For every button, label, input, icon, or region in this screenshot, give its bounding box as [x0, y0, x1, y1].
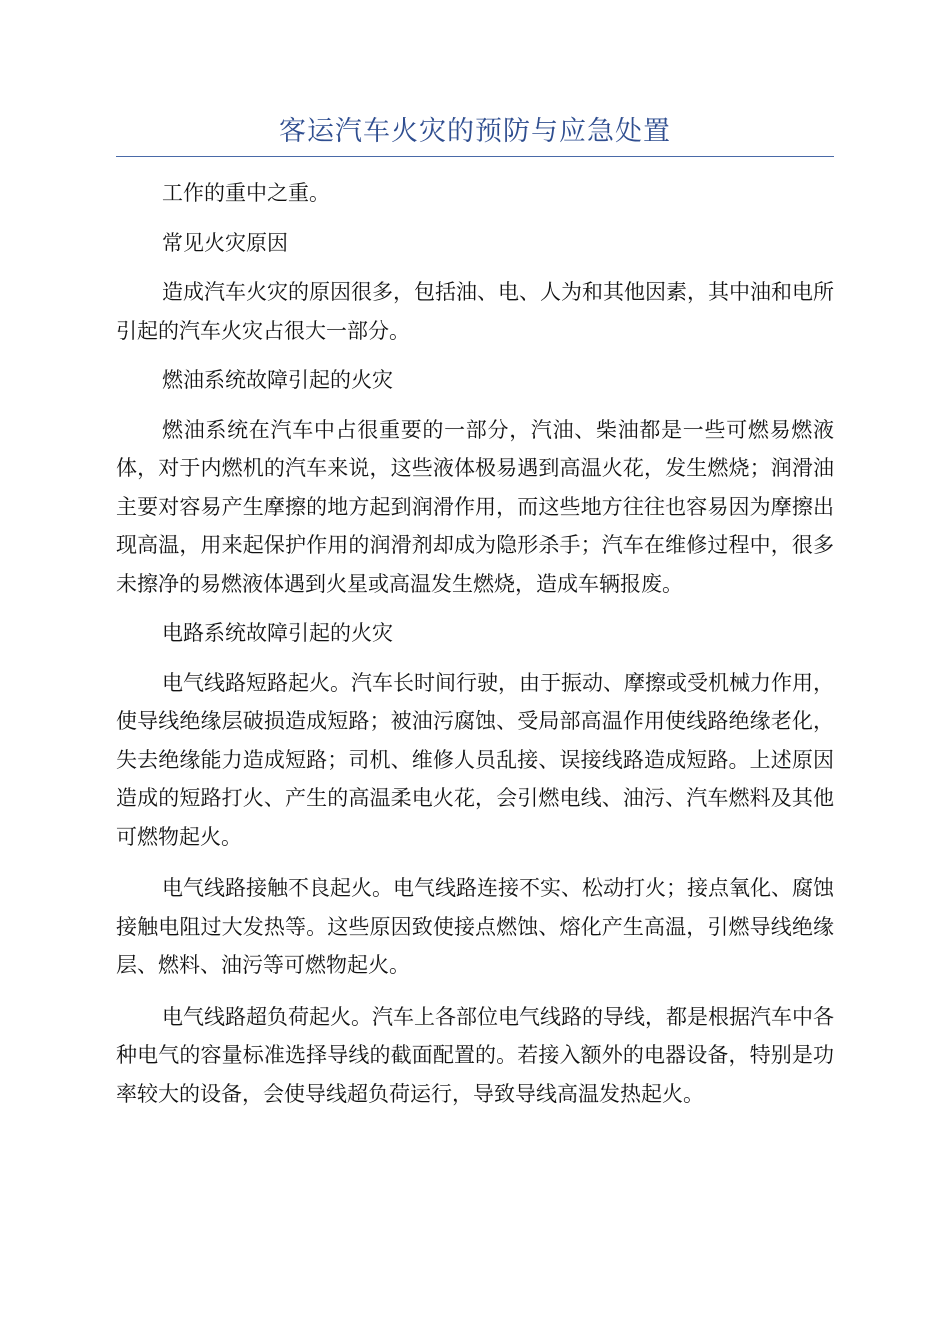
paragraph: 造成汽车火灾的原因很多，包括油、电、人为和其他因素，其中油和电所引起的汽车火灾占很大一部分。 — [116, 280, 834, 343]
paragraph: 工作的重中之重。 — [162, 181, 330, 205]
paragraph: 燃油系统在汽车中占很重要的一部分，汽油、柴油都是一些可燃易燃液体，对于内燃机的汽车来说，这些液体极易遇到高温火花，发生燃烧；润滑油主要对容易产生摩擦的地方起到润滑作用，而这些地方往往也容易因为摩擦出现高温，用来起保护作用的润滑剂却成为隐形杀手；汽车在维修过程中，很多未擦净的易燃液体遇到火星或高温发生燃烧，造成车辆报废。 — [116, 417, 834, 596]
paragraph: 电气线路超负荷起火。汽车上各部位电气线路的导线，都是根据汽车中各种电气的容量标准选择导线的截面配置的。若接入额外的电器设备，特别是功率较大的设备，会使导线超负荷运行，导致导线高温发热起火。 — [116, 1004, 834, 1106]
section-heading: 燃油系统故障引起的火灾 — [162, 368, 393, 392]
document-header — [116, 112, 834, 157]
document-body — [116, 174, 834, 1113]
section-heading: 常见火灾原因 — [162, 230, 288, 255]
paragraph: 电气线路接触不良起火。电气线路连接不实、松动打火；接点氧化、腐蚀接触电阻过大发热等。这些原因致使接点燃蚀、熔化产生高温，引燃导线绝缘层、燃料、油污等可燃物起火。 — [116, 876, 834, 977]
paragraph: 电气线路短路起火。汽车长时间行驶，由于振动、摩擦或受机械力作用，使导线绝缘层破损造成短路；被油污腐蚀、受局部高温作用使线路绝缘老化，失去绝缘能力造成短路；司机、维修人员乱接、误接线路造成短路。上述原因造成的短路打火、产生的高温柔电火花，会引燃电线、油污、汽车燃料及其他可燃物起火。 — [116, 670, 834, 849]
document-title: 客运汽车火灾的预防与应急处置 — [279, 116, 671, 147]
section-heading: 电路系统故障引起的火灾 — [162, 621, 393, 645]
